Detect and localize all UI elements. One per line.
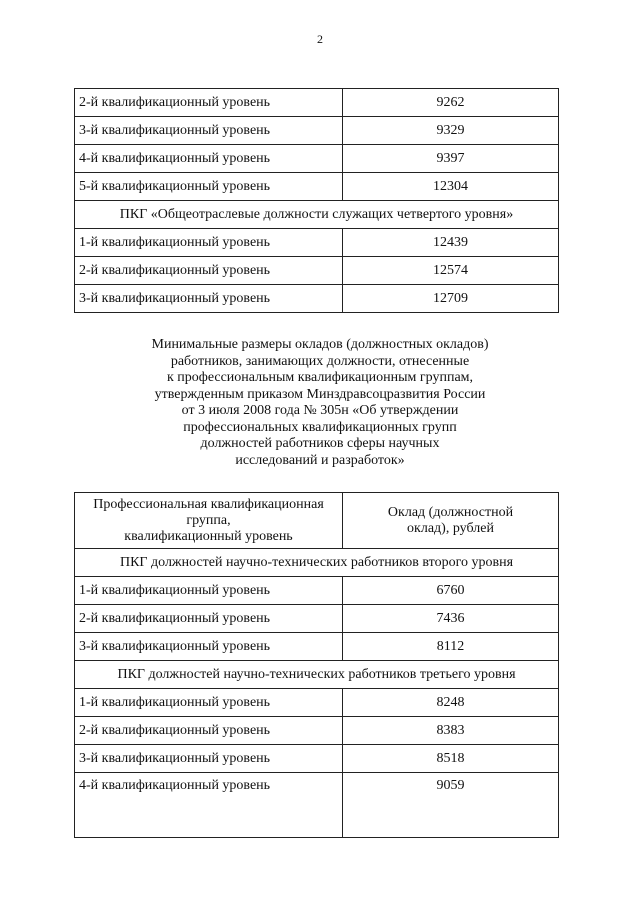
table-row [75, 577, 559, 605]
level-cell: 1-й квалификационный уровень [75, 689, 343, 717]
table-row [75, 89, 559, 117]
title-line: профессиональных квалификационных групп [183, 419, 457, 435]
table-row [75, 689, 559, 717]
title-line: Минимальные размеры окладов (должностных окладов) [151, 337, 489, 352]
group-heading: ПКГ должностей научно-технических работников третьего уровня [75, 661, 559, 689]
level-cell: 3-й квалификационный уровень [75, 745, 343, 773]
level-cell: 2-й квалификационный уровень [75, 605, 343, 633]
header-cell-group [75, 493, 343, 549]
section-title [0, 337, 640, 469]
header-cell-salary [343, 493, 559, 549]
group-heading: ПКГ «Общеотраслевые должности служащих четвертого уровня» [75, 201, 559, 229]
salary-cell: 12304 [343, 173, 559, 201]
salary-cell: 12574 [343, 257, 559, 285]
level-cell: 2-й квалификационный уровень [75, 257, 343, 285]
table-row [75, 633, 559, 661]
salary-cell: 8518 [343, 745, 559, 773]
salary-cell: 12709 [343, 285, 559, 313]
level-cell: 2-й квалификационный уровень [75, 717, 343, 745]
header-text: Профессиональная квалификационная группа, [93, 496, 324, 528]
title-line: исследований и разработок» [235, 452, 405, 468]
level-cell: 4-й квалификационный уровень [75, 145, 343, 173]
table-row [75, 605, 559, 633]
level-cell: 1-й квалификационный уровень [75, 229, 343, 257]
level-cell: 3-й квалификационный уровень [75, 633, 343, 661]
title-line: работников, занимающих должности, отнесенные [170, 353, 470, 369]
salary-cell: 12439 [343, 229, 559, 257]
salary-cell: 9329 [343, 117, 559, 145]
title-line: утвержденным приказом Минздравсоцразвития России [154, 386, 486, 402]
salary-table-research [74, 492, 559, 838]
group-row [75, 201, 559, 229]
title-line: к профессиональным квалификационным группам, [166, 370, 474, 385]
title-line: от 3 июля 2008 года № 305н «Об утверждении [181, 403, 459, 418]
table-row [75, 285, 559, 313]
salary-cell: 8383 [343, 717, 559, 745]
level-cell: 4-й квалификационный уровень [75, 773, 343, 838]
title-line: должностей работников сферы научных [200, 436, 440, 451]
group-row [75, 549, 559, 577]
table-row [75, 229, 559, 257]
table-row [75, 717, 559, 745]
salary-cell: 9397 [343, 145, 559, 173]
salary-cell: 9262 [343, 89, 559, 117]
table-row [75, 173, 559, 201]
table-row [75, 745, 559, 773]
table-row [75, 117, 559, 145]
page-number: 2 [317, 32, 323, 46]
level-cell: 3-й квалификационный уровень [75, 117, 343, 145]
group-heading: ПКГ должностей научно-технических работников второго уровня [75, 549, 559, 577]
salary-cell: 9059 [343, 773, 559, 838]
level-cell: 1-й квалификационный уровень [75, 577, 343, 605]
level-cell: 3-й квалификационный уровень [75, 285, 343, 313]
salary-cell: 7436 [343, 605, 559, 633]
group-row [75, 661, 559, 689]
salary-table-continued [74, 88, 559, 313]
level-cell: 2-й квалификационный уровень [75, 89, 343, 117]
header-text: Оклад (должностной [387, 504, 514, 520]
salary-cell: 8248 [343, 689, 559, 717]
salary-cell: 6760 [343, 577, 559, 605]
table-row [75, 145, 559, 173]
header-text: квалификационный уровень [124, 528, 293, 544]
table-row [75, 773, 559, 838]
table-row [75, 257, 559, 285]
table-header-row [75, 493, 559, 549]
level-cell: 5-й квалификационный уровень [75, 173, 343, 201]
salary-cell: 8112 [343, 633, 559, 661]
header-text: оклад), рублей [407, 520, 494, 536]
